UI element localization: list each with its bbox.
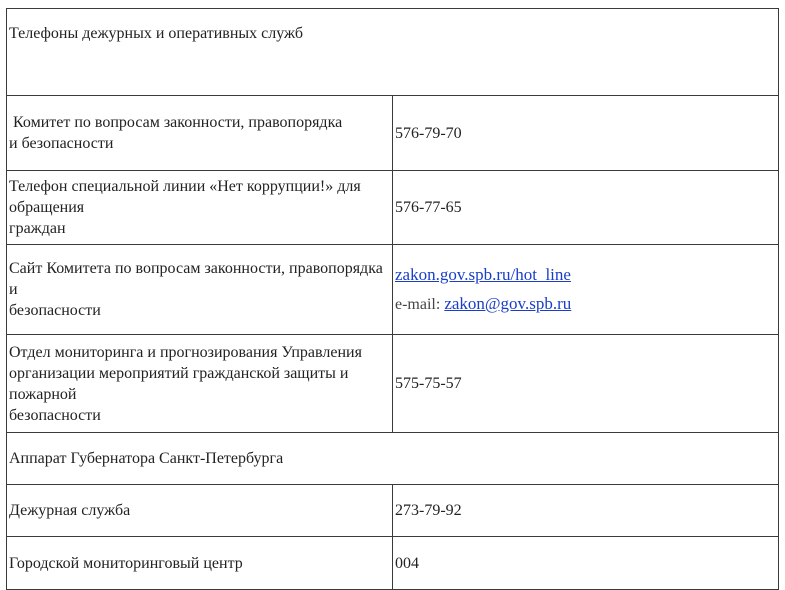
row-label-line: граждан — [9, 220, 66, 237]
section-header-cell — [7, 433, 779, 485]
row-label: Дежурная служба — [9, 502, 131, 519]
row-label-line: Телефон специальной линии «Нет коррупции!» для обращения — [9, 178, 361, 216]
row-label-line: безопасности — [9, 406, 101, 424]
table-header-cell — [7, 9, 779, 96]
row-label-line: Комитет по вопросам законности, правопорядка — [13, 114, 343, 131]
table-row — [7, 335, 779, 433]
phone-number: 273-79-92 — [395, 502, 462, 519]
table-row — [7, 171, 779, 245]
section-header-row — [7, 433, 779, 485]
row-label-cell — [7, 96, 393, 171]
table-header-text: Телефоны дежурных и оперативных служб — [9, 25, 304, 42]
table-row — [7, 485, 779, 537]
phone-number: 576-79-70 — [395, 124, 462, 142]
table-row — [7, 96, 779, 171]
phones-table — [6, 8, 779, 590]
row-label-cell — [7, 537, 393, 590]
row-label-cell — [7, 245, 393, 335]
phone-number: 004 — [395, 554, 419, 572]
row-label-cell — [7, 171, 393, 245]
row-value-cell — [393, 96, 779, 171]
row-label-line: безопасности — [9, 302, 101, 319]
row-label-line: организации мероприятий гражданской защиты и пожарной — [9, 364, 349, 403]
row-label-line: и безопасности — [9, 135, 114, 152]
email-link[interactable]: zakon@gov.spb.ru — [444, 294, 572, 313]
table-row — [7, 537, 779, 590]
phone-number: 575-75-57 — [395, 375, 462, 392]
row-label-line: Сайт Комитета по вопросам законности, правопорядка и — [9, 260, 383, 298]
row-value-cell — [393, 171, 779, 245]
email-line — [395, 293, 778, 315]
row-value-cell — [393, 245, 779, 335]
row-label-line: Отдел мониторинга и прогнозирования Управления — [9, 343, 362, 361]
hot-line-site-link[interactable]: zakon.gov.spb.ru/hot_line — [395, 265, 571, 284]
row-label: Городской мониторинговый центр — [9, 554, 243, 572]
row-label-cell — [7, 335, 393, 433]
row-value-cell — [393, 537, 779, 590]
phone-number: 576-77-65 — [395, 199, 462, 216]
email-label: e-mail: — [395, 296, 441, 313]
row-value-cell — [393, 335, 779, 433]
row-label-cell — [7, 485, 393, 537]
section-header-text: Аппарат Губернатора Санкт-Петербурга — [9, 450, 284, 467]
row-value-cell — [393, 485, 779, 537]
table-header-row — [7, 9, 779, 96]
site-link-line — [395, 264, 778, 286]
table-row — [7, 245, 779, 335]
